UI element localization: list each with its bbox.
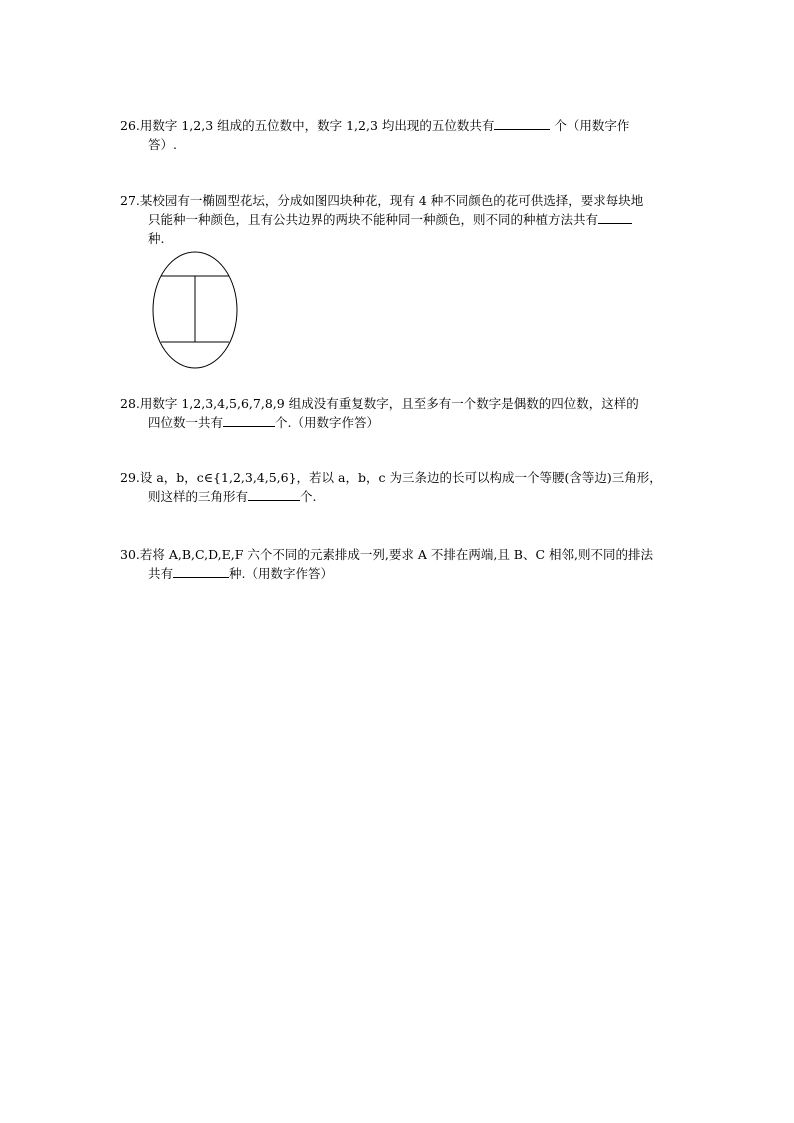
question-28 bbox=[120, 394, 710, 432]
answer-blank bbox=[248, 487, 300, 501]
question-30-line-2: 共有 种.（用数字作答） bbox=[148, 566, 333, 581]
question-28-line-2: 四位数一共有 个.（用数字作答） bbox=[148, 415, 379, 430]
question-28-line-1: 28.用数字 1,2,3,4,5,6,7,8,9 组成没有重复数字，且至多有一个数字是偶数的四位数，这样的 bbox=[120, 396, 639, 411]
question-26 bbox=[120, 116, 710, 154]
question-29 bbox=[120, 468, 710, 506]
question-26-line-2: 答）. bbox=[148, 137, 177, 152]
question-30 bbox=[120, 545, 710, 583]
answer-blank bbox=[598, 210, 632, 224]
question-27-line-2: 只能种一种颜色，且有公共边界的两块不能种同一种颜色，则不同的种植方法共有 bbox=[120, 210, 710, 229]
ellipse-diagram-svg bbox=[151, 249, 241, 373]
ellipse-flowerbed-diagram bbox=[151, 249, 241, 377]
question-27-line-3: 种. bbox=[148, 231, 165, 246]
question-30-line-1: 30.若将 A,B,C,D,E,F 六个不同的元素排成一列,要求 A 不排在两端,且 B、C 相邻,则不同的排法 bbox=[120, 547, 653, 562]
answer-blank bbox=[494, 116, 550, 130]
question-27 bbox=[120, 191, 710, 248]
answer-blank bbox=[173, 564, 229, 578]
question-26-line-1: 26.用数字 1,2,3 组成的五位数中，数字 1,2,3 均出现的五位数共有 个（用数字作 bbox=[120, 118, 630, 133]
question-27-line-1: 27.某校园有一椭圆型花坛，分成如图四块种花，现有 4 种不同颜色的花可供选择，要求每块地 bbox=[120, 193, 644, 208]
question-29-line-1: 29.设 a，b，c∈{1,2,3,4,5,6}，若以 a，b，c 为三条边的长可以构成一个等腰(含等边)三角形， bbox=[120, 470, 662, 485]
question-29-line-2: 则这样的三角形有 个. bbox=[148, 489, 317, 504]
answer-blank bbox=[223, 413, 275, 427]
